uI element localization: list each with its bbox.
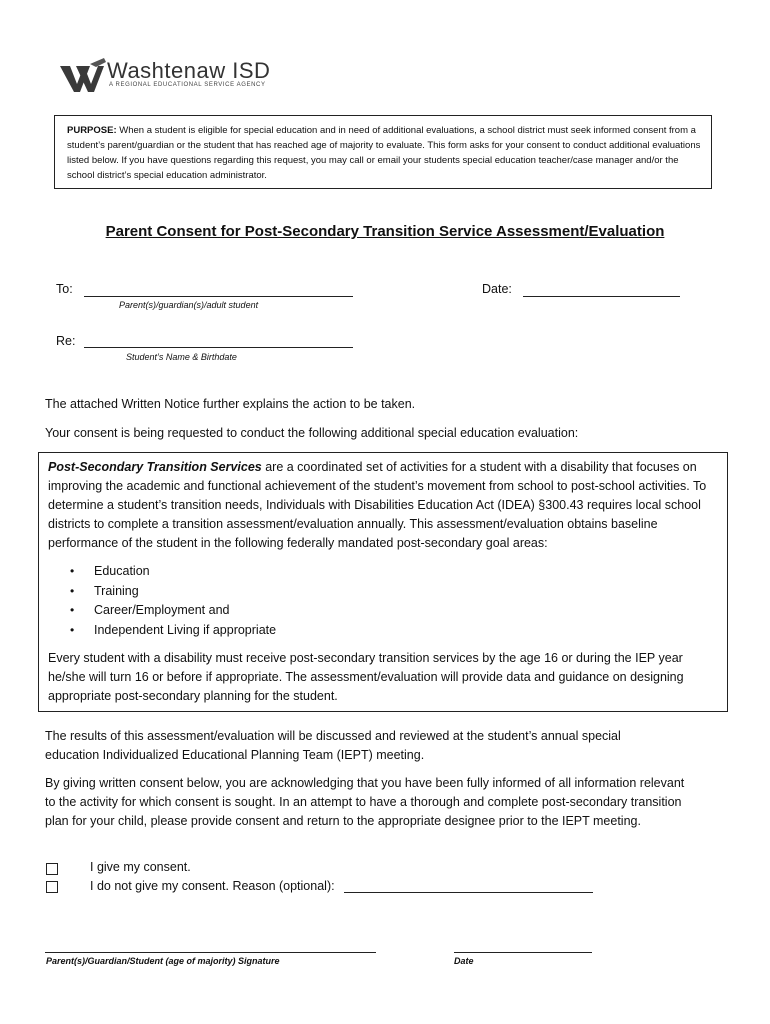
logo-tagline: A REGIONAL EDUCATIONAL SERVICE AGENCY — [109, 82, 266, 88]
goal-area-item: • Career/Employment and — [48, 601, 719, 621]
re-sublabel: Student’s Name & Birthdate — [126, 352, 237, 362]
purpose-label: PURPOSE: — [67, 125, 117, 136]
form-title: Parent Consent for Post-Secondary Transition Service Assessment/Evaluation — [105, 223, 665, 240]
logo-mark-icon — [60, 58, 106, 92]
purpose-box — [54, 115, 712, 189]
signature-label: Parent(s)/Guardian/Student (age of majority) Signature — [46, 956, 280, 966]
date-label: Date: — [482, 282, 512, 296]
give-consent-checkbox[interactable] — [46, 863, 58, 875]
re-label: Re: — [56, 334, 76, 348]
signature-date-line[interactable] — [454, 952, 592, 953]
no-consent-label: I do not give my consent. Reason (optional): — [90, 879, 335, 893]
services-description — [48, 458, 719, 553]
services-term: Post-Secondary Transition Services — [48, 460, 262, 474]
logo-name: Washtenaw ISD — [107, 58, 271, 83]
goal-area-item: • Training — [48, 582, 719, 602]
date-field[interactable] — [523, 296, 680, 297]
signature-date-label: Date — [454, 956, 474, 966]
results-text: The results of this assessment/evaluation will be discussed and reviewed at the student’s annual special education Individualized Educational Planning Team (IEPT) meeting. — [45, 729, 621, 762]
to-sublabel: Parent(s)/guardian(s)/adult student — [119, 300, 259, 310]
give-consent-label: I give my consent. — [90, 860, 191, 874]
purpose-text: When a student is eligible for special education and in need of additional evaluations, a school district must seek informed consent from a student’s parent/guardian or the student that has reached age of majority to evaluate. This form asks for your consent to conduct additional evaluations listed below. If you have questions regarding this request, you may call or email your students special education teacher/case manager and/or the school district’s special education administrator. — [67, 125, 701, 181]
services-text: are a coordinated set of activities for a student with a disability that focuses on improving the academic and functional achievement of the student’s movement from school to post-school activities. To determine a student’s transition needs, Individuals with Disabilities Education Act (IDEA) §300.43 requires local school districts to complete a transition assessment/evaluation annually. This assessment/evaluation obtains baseline performance of the student in the following federally mandated post-secondary goal areas: — [48, 460, 707, 550]
consent-text: By giving written consent below, you are acknowledging that you have been fully informed of all information relevant to the activity for which consent is sought. In an attempt to have a thorough and complete post-secondary transition plan for your child, please provide consent and return to the appropriate designee prior to the IEPT meeting. — [45, 776, 685, 828]
to-label: To: — [56, 282, 73, 296]
notice-text: The attached Written Notice further explains the action to be taken. — [45, 397, 416, 411]
goal-areas-list — [48, 562, 719, 640]
reason-field[interactable] — [344, 892, 593, 893]
services-closing: Every student with a disability must receive post-secondary transition services by the age 16 or during the IEP year he/she will turn 16 or before if appropriate. The assessment/evaluation will provide data and guidance on designing appropriate post-secondary planning for the student. — [48, 651, 684, 703]
request-text: Your consent is being requested to conduct the following additional special education evaluation: — [45, 426, 579, 440]
goal-area-item: • Education — [48, 562, 719, 582]
re-field[interactable] — [84, 347, 353, 348]
no-consent-checkbox[interactable] — [46, 881, 58, 893]
goal-area-item: • Independent Living if appropriate — [48, 621, 719, 641]
to-field[interactable] — [84, 296, 353, 297]
services-box — [38, 452, 728, 712]
signature-line[interactable] — [45, 952, 376, 953]
